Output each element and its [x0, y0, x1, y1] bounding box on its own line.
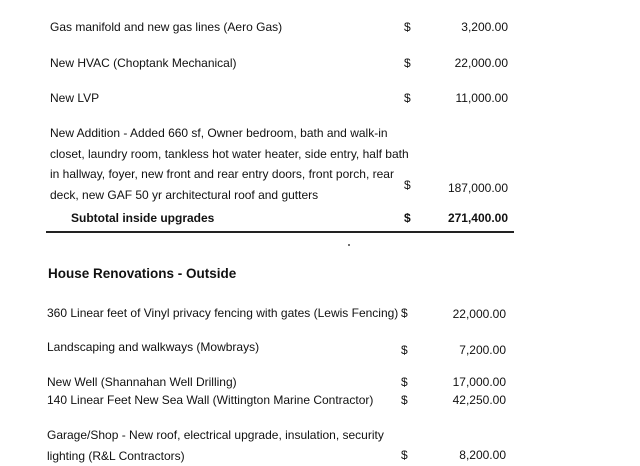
line-item-amount: 22,000.00	[452, 307, 506, 321]
line-item-description: 360 Linear feet of Vinyl privacy fencing with gates (Lewis Fencing)	[47, 306, 399, 320]
line-item-currency: $	[404, 91, 411, 105]
scan-speck	[348, 244, 350, 246]
line-item-amount: 187,000.00	[447, 181, 508, 195]
line-item-description: New Addition - Added 660 sf, Owner bedroom, bath and walk-in closet, laundry room, tankless hot water heater, side entry, half bath in hallway, foyer, new front and rear entry doors, front porch, rear deck, new GAF 50 yr architectural roof and gutters	[50, 126, 409, 202]
line-item-currency: $	[401, 306, 408, 320]
subtotal-label: Subtotal inside upgrades	[71, 211, 215, 225]
line-item-amount: 42,250.00	[452, 393, 506, 407]
subtotal-currency: $	[404, 211, 411, 225]
line-item-amount: 11,000.00	[455, 91, 508, 105]
line-item-amount: 17,000.00	[452, 375, 506, 389]
line-item-amount: 3,200.00	[461, 20, 508, 34]
line-item-description: Gas manifold and new gas lines (Aero Gas)	[50, 20, 283, 34]
line-item-currency: $	[404, 56, 411, 70]
line-item-currency: $	[401, 448, 408, 462]
line-item-amount: 7,200.00	[459, 343, 506, 357]
line-item-description: New LVP	[50, 91, 100, 105]
line-item-amount: 22,000.00	[454, 56, 508, 70]
line-item-description: 140 Linear Feet New Sea Wall (Wittington Marine Contractor)	[47, 393, 374, 407]
line-item-amount: 8,200.00	[459, 448, 506, 462]
line-item-currency: $	[401, 375, 408, 389]
line-item-description: Landscaping and walkways (Mowbrays)	[47, 340, 260, 354]
line-item-description: New HVAC (Choptank Mechanical)	[50, 56, 237, 70]
subtotal-underline	[46, 231, 514, 233]
line-item-currency: $	[404, 20, 411, 34]
line-item-currency: $	[401, 393, 408, 407]
line-item-description: New Well (Shannahan Well Drilling)	[47, 375, 237, 389]
subtotal-amount: 271,400.00	[447, 211, 508, 225]
line-item-currency: $	[404, 178, 411, 192]
line-item-description: Garage/Shop - New roof, electrical upgrade, insulation, security lighting (R&L Contractors)	[47, 428, 384, 463]
section-title: House Renovations - Outside	[48, 266, 237, 281]
line-item-currency: $	[401, 343, 408, 357]
